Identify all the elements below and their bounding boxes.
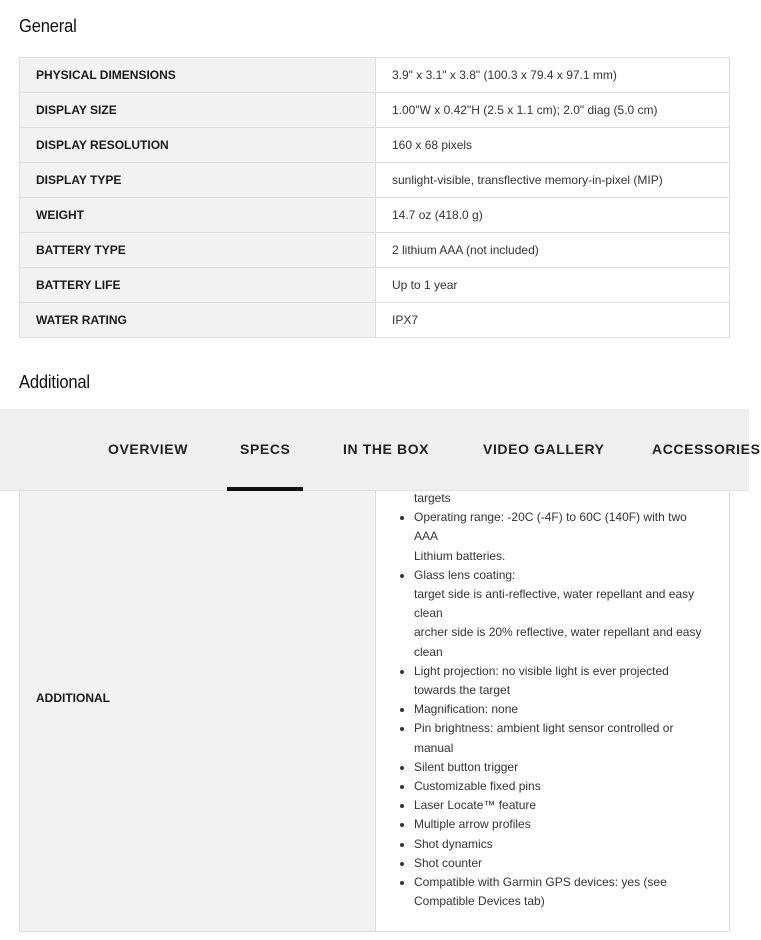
spec-value: sunlight-visible, transflective memory-in-pixel (MIP): [376, 163, 730, 198]
spec-row-display-resolution: [20, 128, 730, 163]
spec-value: IPX7: [376, 303, 730, 338]
feature-list: [392, 489, 713, 911]
spec-label: DISPLAY SIZE: [20, 93, 376, 128]
spec-value: 3.9" x 3.1" x 3.8" (100.3 x 79.4 x 97.1 mm): [376, 58, 730, 93]
list-item: • Shot counter: [414, 854, 713, 873]
tab-specs[interactable]: SPECS: [240, 409, 290, 490]
section-title-general: General: [19, 16, 77, 36]
spec-row-display-type: [20, 163, 730, 198]
spec-row-physical-dimensions: [20, 58, 730, 93]
spec-row-weight: [20, 198, 730, 233]
spec-value: 14.7 oz (418.0 g): [376, 198, 730, 233]
spec-value-features: [376, 465, 730, 932]
list-item: • Pin brightness: ambient light sensor controlled or manual: [414, 719, 713, 757]
spec-row-battery-type: [20, 233, 730, 268]
list-item: • Light projection: no visible light is ever projected towards the target: [414, 662, 713, 700]
spec-label: WEIGHT: [20, 198, 376, 233]
spec-row-battery-life: [20, 268, 730, 303]
list-item: • Customizable fixed pins: [414, 777, 713, 796]
spec-label: BATTERY LIFE: [20, 268, 376, 303]
water-rating-link[interactable]: WATER RATING: [20, 303, 376, 338]
section-title-additional: Additional: [19, 372, 90, 392]
spec-row-additional: [20, 465, 730, 932]
general-spec-table: [19, 57, 730, 338]
spec-label: ADDITIONAL: [20, 465, 376, 932]
spec-label: DISPLAY TYPE: [20, 163, 376, 198]
list-item: • Multiple arrow profiles: [414, 815, 713, 834]
list-item: targets: [414, 491, 451, 505]
tab-overview[interactable]: OVERVIEW: [108, 441, 189, 457]
list-item: • Compatible with Garmin GPS devices: yes (see Compatible Devices tab): [414, 873, 713, 911]
tab-video-gallery[interactable]: VIDEO GALLERY: [483, 441, 605, 457]
additional-spec-table: [19, 464, 730, 932]
list-item: • Silent button trigger: [414, 758, 713, 777]
tab-accessories[interactable]: ACCESSORIES: [652, 441, 761, 457]
list-item: • Shot dynamics: [414, 835, 713, 854]
spec-label: DISPLAY RESOLUTION: [20, 128, 376, 163]
spec-label: PHYSICAL DIMENSIONS: [20, 58, 376, 93]
tab-in-the-box[interactable]: IN THE BOX: [343, 441, 430, 457]
spec-label: BATTERY TYPE: [20, 233, 376, 268]
spec-row-water-rating: [20, 303, 730, 338]
list-item: • Laser Locate™ feature: [414, 796, 713, 815]
list-item: • Glass lens coating: target side is anti-reflective, water repellant and easy clean archer side is 20% reflective, water repellant and easy clean: [414, 566, 713, 662]
spec-value: 1.00"W x 0.42"H (2.5 x 1.1 cm); 2.0" diag (5.0 cm): [376, 93, 730, 128]
spec-value: Up to 1 year: [376, 268, 730, 303]
sticky-tab-nav: [0, 409, 761, 491]
spec-value: 160 x 68 pixels: [376, 128, 730, 163]
list-item: • Operating range: -20C (-4F) to 60C (140F) with two AAA Lithium batteries.: [414, 508, 713, 566]
spec-value: 2 lithium AAA (not included): [376, 233, 730, 268]
spec-row-display-size: [20, 93, 730, 128]
list-item: • Magnification: none: [414, 700, 713, 719]
